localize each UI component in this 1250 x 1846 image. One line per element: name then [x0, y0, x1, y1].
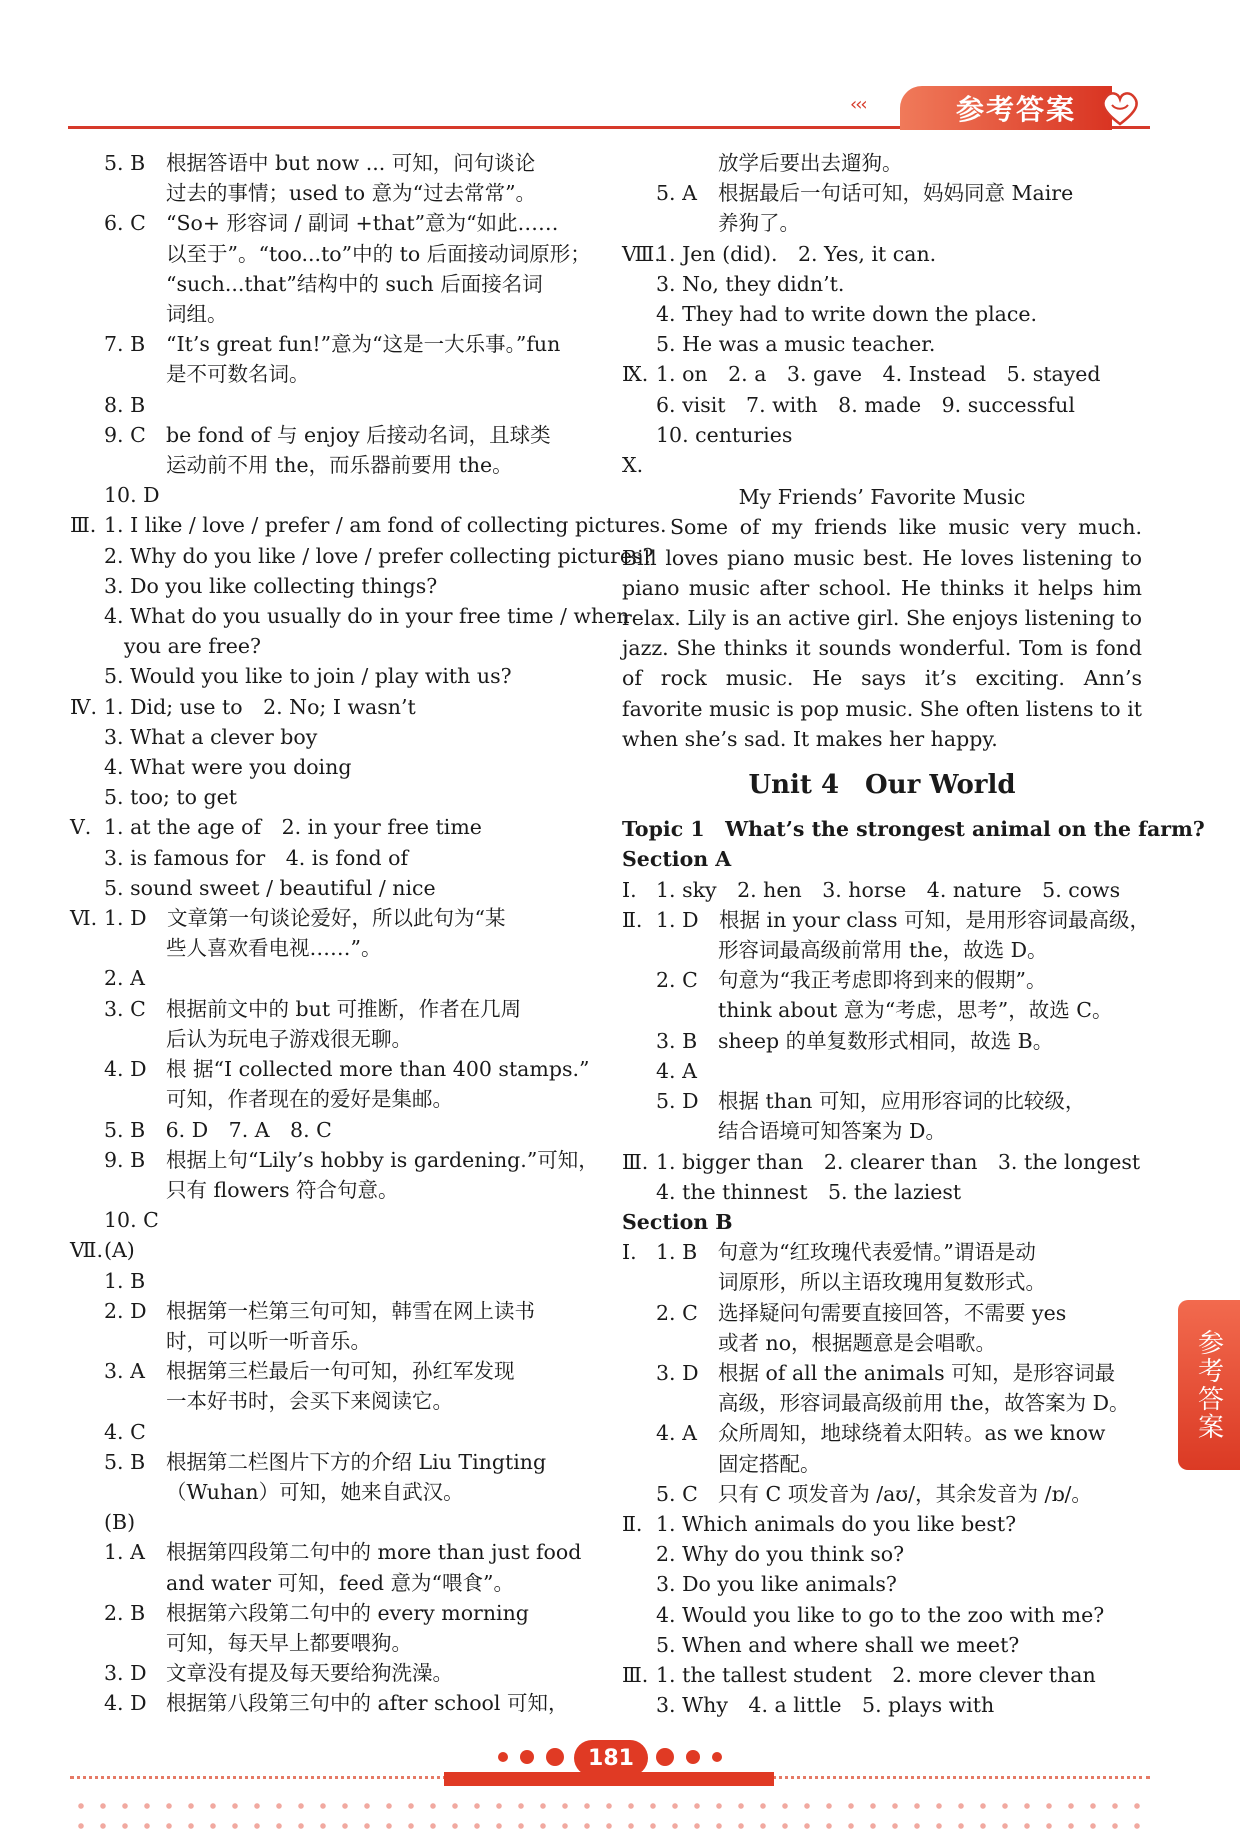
answer-text: “such...that”结构中的 such 后面接名词	[166, 271, 543, 296]
answer-number: 8. B	[104, 392, 146, 417]
answer-line	[70, 359, 600, 389]
answer-line	[70, 1658, 600, 1688]
answer-line	[70, 692, 600, 722]
roman-numeral: Ⅵ.	[70, 906, 98, 931]
answer-text: 1. Which animals do you like best?	[656, 1511, 1017, 1536]
answer-line	[622, 269, 1142, 299]
right-top-lines	[622, 148, 1142, 480]
answer-text: 根据第六段第二句中的 every morning	[166, 1600, 529, 1625]
answer-text: 只有 flowers 符合句意。	[166, 1177, 399, 1202]
answer-line	[622, 359, 1142, 389]
answer-text: 文章没有提及每天要给狗洗澡。	[166, 1661, 453, 1686]
answer-text: （Wuhan）可知，她来自武汉。	[166, 1479, 464, 1504]
answer-line	[622, 1479, 1142, 1509]
answer-line	[622, 420, 1142, 450]
answer-line	[70, 269, 600, 299]
side-tab-answers[interactable]: 参考答案	[1178, 1300, 1240, 1470]
answer-line	[622, 1600, 1142, 1630]
answer-line	[622, 935, 1142, 965]
section-b-lines	[622, 1237, 1142, 1720]
answer-text: 1. D 文章第一句谈论爱好，所以此句为“某	[104, 906, 506, 931]
answer-text: 1. sky 2. hen 3. horse 4. nature 5. cows	[656, 877, 1121, 902]
roman-numeral: Ⅲ.	[622, 1662, 649, 1687]
answer-text: 高级，形容词最高级前用 the，故答案为 D。	[718, 1391, 1130, 1416]
answer-line	[70, 1175, 600, 1205]
answer-text: 根据第三栏最后一句可知，孙红军发现	[166, 1359, 515, 1384]
answer-line	[622, 1328, 1142, 1358]
section-a-lines	[622, 875, 1151, 1207]
answer-line	[70, 1477, 600, 1507]
answer-line	[622, 1660, 1142, 1690]
roman-numeral: Ⅳ.	[70, 694, 97, 719]
answer-text: 4. the thinnest 5. the laziest	[656, 1179, 962, 1204]
answer-text: be fond of 与 enjoy 后接动名词，且球类	[166, 422, 551, 447]
answer-line	[70, 450, 600, 480]
answer-line	[70, 480, 600, 510]
answer-text: 根据上句“Lily’s hobby is gardening.”可知，	[166, 1147, 599, 1172]
answer-line	[622, 905, 1151, 935]
answer-text: 1. Did; use to 2. No; I wasn’t	[104, 694, 416, 719]
answer-text: “So+ 形容词 / 副词 +that”意为“如此……	[166, 211, 559, 236]
answer-number: 5. C	[656, 1481, 698, 1506]
essay-body: Some of my friends like music very much. Bill loves piano music best. He loves listening to piano music after school. He thinks it helps him relax. Lily is an active girl. She enjoys listening to jazz. She thinks it sounds wonderful. Tom is fond of rock music. He says it’s exciting. Ann’s favorite music is pop music. She often listens to it when she’s sad. It makes her happy.	[622, 515, 1142, 751]
answer-text: 一本好书时，会买下来阅读它。	[166, 1389, 453, 1414]
answer-text: 1. I like / love / prefer / am fond of collecting pictures.	[104, 513, 667, 538]
answer-number: 9. B	[104, 1147, 146, 1172]
answer-number: 5. B	[104, 1449, 146, 1474]
answer-line	[70, 661, 600, 691]
roman-numeral: Ⅰ.	[622, 1240, 637, 1265]
answer-line	[70, 1537, 600, 1567]
footer-dot	[498, 1752, 508, 1762]
answer-number: 2. D	[104, 1298, 147, 1323]
roman-numeral: Ⅱ.	[622, 907, 643, 932]
answer-number: 4. D	[104, 1691, 147, 1716]
footer-dot	[546, 1748, 564, 1766]
answer-line	[70, 873, 600, 903]
answer-line	[622, 1630, 1142, 1660]
answer-number: 2. C	[656, 968, 698, 993]
answer-text: 众所周知，地球绕着太阳转。as we know	[718, 1421, 1106, 1446]
answer-text: you are free?	[124, 634, 261, 659]
answer-line	[70, 208, 600, 238]
answer-line	[70, 1598, 600, 1628]
answer-line	[70, 722, 600, 752]
answer-text: 根据第二栏图片下方的介绍 Liu Tingting	[166, 1449, 547, 1474]
answer-line	[70, 1386, 600, 1416]
section-a-title: Section A	[622, 847, 732, 872]
answer-text: 5. too; to get	[104, 785, 238, 810]
roman-numeral: Ⅸ.	[622, 362, 649, 387]
answer-text: 根据前文中的 but 可推断，作者在几周	[166, 996, 522, 1021]
answer-number: 3. B	[656, 1028, 698, 1053]
answer-line	[70, 752, 600, 782]
answer-line	[622, 239, 1142, 269]
answer-number: 4. A	[656, 1058, 697, 1083]
answer-line	[70, 541, 654, 571]
answer-text: 4. What were you doing	[104, 755, 352, 780]
answer-line	[70, 1296, 600, 1326]
answer-line	[70, 420, 600, 450]
answer-line	[622, 1388, 1142, 1418]
answer-text: 1. Jen (did). 2. Yes, it can.	[656, 241, 937, 266]
answer-line	[70, 390, 600, 420]
answer-line	[70, 1356, 600, 1386]
answer-line	[622, 1509, 1142, 1539]
answer-text: 1. the tallest student 2. more clever than	[656, 1662, 1096, 1687]
answer-text: 2. Why do you think so?	[656, 1542, 905, 1567]
answer-line	[622, 1690, 1142, 1720]
answer-text: 5. Would you like to join / play with us?	[104, 664, 512, 689]
answer-text: 词组。	[166, 302, 228, 327]
answer-number: 10. C	[104, 1208, 159, 1233]
answer-text: 时，可以听一听音乐。	[166, 1328, 371, 1353]
answer-line	[622, 450, 1142, 480]
answer-line	[70, 1417, 600, 1447]
answer-number: 9. C	[104, 422, 146, 447]
answer-number: 3. D	[656, 1360, 699, 1385]
answer-number: 10. D	[104, 483, 160, 508]
answer-text: 3. Do you like animals?	[656, 1572, 897, 1597]
roman-numeral: Ⅹ.	[622, 453, 644, 478]
answer-line	[622, 1147, 1142, 1177]
answer-text: 是不可数名词。	[166, 362, 310, 387]
answer-line	[70, 1688, 600, 1718]
answer-text: 5. He was a music teacher.	[656, 332, 936, 357]
answer-line	[70, 510, 667, 540]
answer-text: 1. D 根据 in your class 可知，是用形容词最高级，	[656, 907, 1151, 932]
answer-text: 4. Would you like to go to the zoo with me?	[656, 1602, 1105, 1627]
answer-text: 根据最后一句话可知，妈妈同意 Maire	[718, 181, 1074, 206]
topic-title: Topic 1 What’s the strongest animal on the farm?	[622, 817, 1205, 842]
answer-text: 形容词最高级前常用 the，故选 D。	[718, 938, 1048, 963]
answer-text: 结合语境可知答案为 D。	[718, 1119, 946, 1144]
answer-text: 或者 no，根据题意是会唱歌。	[718, 1330, 997, 1355]
answer-line	[622, 1056, 1142, 1086]
answer-text: 可知，每天早上都要喂狗。	[166, 1630, 412, 1655]
answer-line	[622, 1449, 1142, 1479]
answer-line	[70, 631, 600, 661]
answer-text: 可知，作者现在的爱好是集邮。	[166, 1087, 453, 1112]
answer-line	[622, 1086, 1142, 1116]
answer-line	[70, 1054, 600, 1084]
answer-text: 根据第一栏第三句可知，韩雪在网上读书	[166, 1298, 535, 1323]
answer-text: 根据答语中 but now ... 可知，问句谈论	[166, 151, 536, 175]
answer-line	[622, 1237, 1142, 1267]
answer-number: 4. A	[656, 1421, 697, 1446]
answer-number: 4. D	[104, 1057, 147, 1082]
answer-text: 1. at the age of 2. in your free time	[104, 815, 482, 840]
answer-number: 3. A	[104, 1359, 145, 1384]
answer-line	[622, 1358, 1142, 1388]
answer-line	[622, 1539, 1142, 1569]
answer-line	[70, 1145, 600, 1175]
answer-line	[70, 903, 600, 933]
answer-line	[70, 178, 600, 208]
answer-number: 5. B	[104, 151, 146, 175]
answer-line	[70, 1628, 600, 1658]
answer-text: 4. They had to write down the place.	[656, 302, 1037, 327]
right-column	[622, 148, 1205, 1720]
footer-dot	[712, 1752, 722, 1762]
answer-number: 7. B	[104, 332, 146, 357]
roman-numeral: Ⅶ.	[70, 1238, 103, 1263]
answer-text: 些人喜欢看电视……”。	[166, 936, 382, 961]
answer-number: 6. C	[104, 211, 146, 236]
answer-line	[70, 1115, 600, 1145]
unit-title: Unit 4 Our World	[748, 770, 1016, 801]
answer-text: 以至于”。“too...to”中的 to 后面接动词原形；	[166, 241, 591, 266]
answer-text: think about 意为“考虑，思考”，故选 C。	[718, 998, 1113, 1023]
answer-line	[70, 812, 600, 842]
answer-text: sheep 的单复数形式相同，故选 B。	[718, 1028, 1054, 1053]
answer-line	[70, 1568, 600, 1598]
answer-line	[70, 1326, 600, 1356]
answer-line	[622, 1116, 1142, 1146]
answer-line	[70, 239, 600, 269]
answer-text: 6. visit 7. with 8. made 9. successful	[656, 392, 1075, 417]
answer-text: 3. What a clever boy	[104, 724, 318, 749]
footer-pattern	[70, 1796, 1150, 1836]
footer-dot	[686, 1750, 700, 1764]
answer-text: 根据第四段第二句中的 more than just food	[166, 1540, 582, 1565]
answer-number: 1. A	[104, 1540, 145, 1565]
answer-text: 10. centuries	[656, 422, 793, 447]
answer-number: 3. C	[104, 996, 146, 1021]
answer-text: (A)	[104, 1238, 135, 1263]
answer-line	[622, 875, 1142, 905]
answer-line	[70, 601, 630, 631]
answer-text: 运动前不用 the，而乐器前要用 the。	[166, 453, 513, 478]
answer-number: 2. A	[104, 966, 145, 991]
answer-line	[622, 299, 1142, 329]
answer-number: 4. C	[104, 1419, 146, 1444]
answer-text: 1. on 2. a 3. gave 4. Instead 5. stayed	[656, 362, 1101, 387]
answer-line	[70, 843, 600, 873]
answer-text: 过去的事情；used to 意为“过去常常”。	[166, 181, 537, 206]
answer-line	[622, 1177, 1142, 1207]
answer-text: 根 据“I collected more than 400 stamps.”	[166, 1057, 590, 1082]
roman-numeral: Ⅱ.	[622, 1511, 643, 1536]
section-b-title: Section B	[622, 1209, 733, 1234]
essay-title: My Friends’ Favorite Music	[738, 485, 1026, 510]
answer-text: 5. sound sweet / beautiful / nice	[104, 875, 436, 900]
answer-number: 2. C	[656, 1300, 698, 1325]
roman-numeral: Ⅷ.	[622, 241, 661, 266]
answer-number: 5. A	[656, 181, 697, 206]
answer-line	[70, 963, 600, 993]
answer-line	[622, 1298, 1142, 1328]
answer-text: 根据第八段第三句中的 after school 可知，	[166, 1691, 569, 1716]
header-arrows: ‹‹‹	[850, 94, 866, 115]
answer-line	[622, 178, 1142, 208]
answer-text: 1. bigger than 2. clearer than 3. the longest	[656, 1149, 1141, 1174]
answer-line	[70, 1084, 600, 1114]
answer-line	[622, 1569, 1142, 1599]
answer-line	[70, 1447, 600, 1477]
answer-text: 3. Do you like collecting things?	[104, 573, 438, 598]
answer-line	[70, 1024, 600, 1054]
roman-numeral: Ⅰ.	[622, 877, 637, 902]
answer-text: 2. Why do you like / love / prefer collecting pictures?	[104, 543, 654, 568]
answer-text: 1. B 句意为“红玫瑰代表爱情。”谓语是动	[656, 1240, 1036, 1265]
roman-numeral: Ⅲ.	[70, 513, 97, 538]
answer-text: 5. When and where shall we meet?	[656, 1632, 1020, 1657]
answer-text: 根据 than 可知，应用形容词的比较级，	[718, 1089, 1086, 1114]
answer-text: 3. No, they didn’t.	[656, 271, 845, 296]
answer-line	[70, 933, 600, 963]
answer-text: 只有 C 项发音为 /aʊ/，其余发音为 /ɒ/。	[718, 1481, 1092, 1506]
answer-line	[70, 1266, 600, 1296]
answer-text: 句意为“我正考虑即将到来的假期”。	[718, 968, 1047, 993]
answer-text: and water 可知，feed 意为“喂食”。	[166, 1570, 514, 1595]
answer-text: 4. What do you usually do in your free time / when	[104, 604, 630, 629]
answer-text: 选择疑问句需要直接回答，不需要 yes	[718, 1300, 1067, 1325]
answer-line	[622, 1418, 1142, 1448]
answer-line	[70, 1235, 600, 1265]
answer-line	[622, 995, 1142, 1025]
answer-line	[70, 329, 600, 359]
answer-line	[70, 1507, 600, 1537]
answer-text: 3. Why 4. a little 5. plays with	[656, 1693, 995, 1718]
heart-icon	[1098, 88, 1142, 128]
header-title: 参考答案	[900, 86, 1112, 130]
page-number: 181	[574, 1740, 648, 1776]
footer-dot	[656, 1748, 674, 1766]
answer-text: 固定搭配。	[718, 1451, 821, 1476]
answer-line	[70, 1205, 600, 1235]
answer-text: 放学后要出去遛狗。	[718, 151, 903, 175]
answer-line	[622, 390, 1142, 420]
answer-line	[622, 329, 1142, 359]
roman-numeral: Ⅲ.	[622, 1149, 649, 1174]
answer-line	[622, 1267, 1142, 1297]
answer-text: 根据 of all the animals 可知，是形容词最	[718, 1360, 1116, 1385]
answer-text: 词原形，所以主语玫瑰用复数形式。	[718, 1270, 1046, 1295]
answer-line	[70, 782, 600, 812]
answer-number: 1. B	[104, 1268, 146, 1293]
answer-text: 5. B 6. D 7. A 8. C	[104, 1117, 332, 1142]
roman-numeral: Ⅴ.	[70, 815, 92, 840]
footer-dot	[520, 1750, 534, 1764]
answer-line	[622, 1026, 1142, 1056]
answer-line	[70, 994, 600, 1024]
answer-text: 养狗了。	[718, 211, 800, 236]
answer-text: (B)	[104, 1510, 136, 1535]
answer-line	[70, 148, 600, 178]
answer-line	[622, 208, 1142, 238]
answer-number: 5. D	[656, 1089, 699, 1114]
answer-text: 3. is famous for 4. is fond of	[104, 845, 409, 870]
answer-text: “It’s great fun!”意为“这是一大乐事。”fun	[166, 332, 561, 357]
answer-line	[70, 299, 600, 329]
answer-line	[70, 571, 600, 601]
answer-line	[622, 965, 1142, 995]
answer-text: 后认为玩电子游戏很无聊。	[166, 1026, 412, 1051]
answer-number: 3. D	[104, 1661, 147, 1686]
answer-number: 2. B	[104, 1600, 146, 1625]
answer-line	[622, 148, 1142, 178]
